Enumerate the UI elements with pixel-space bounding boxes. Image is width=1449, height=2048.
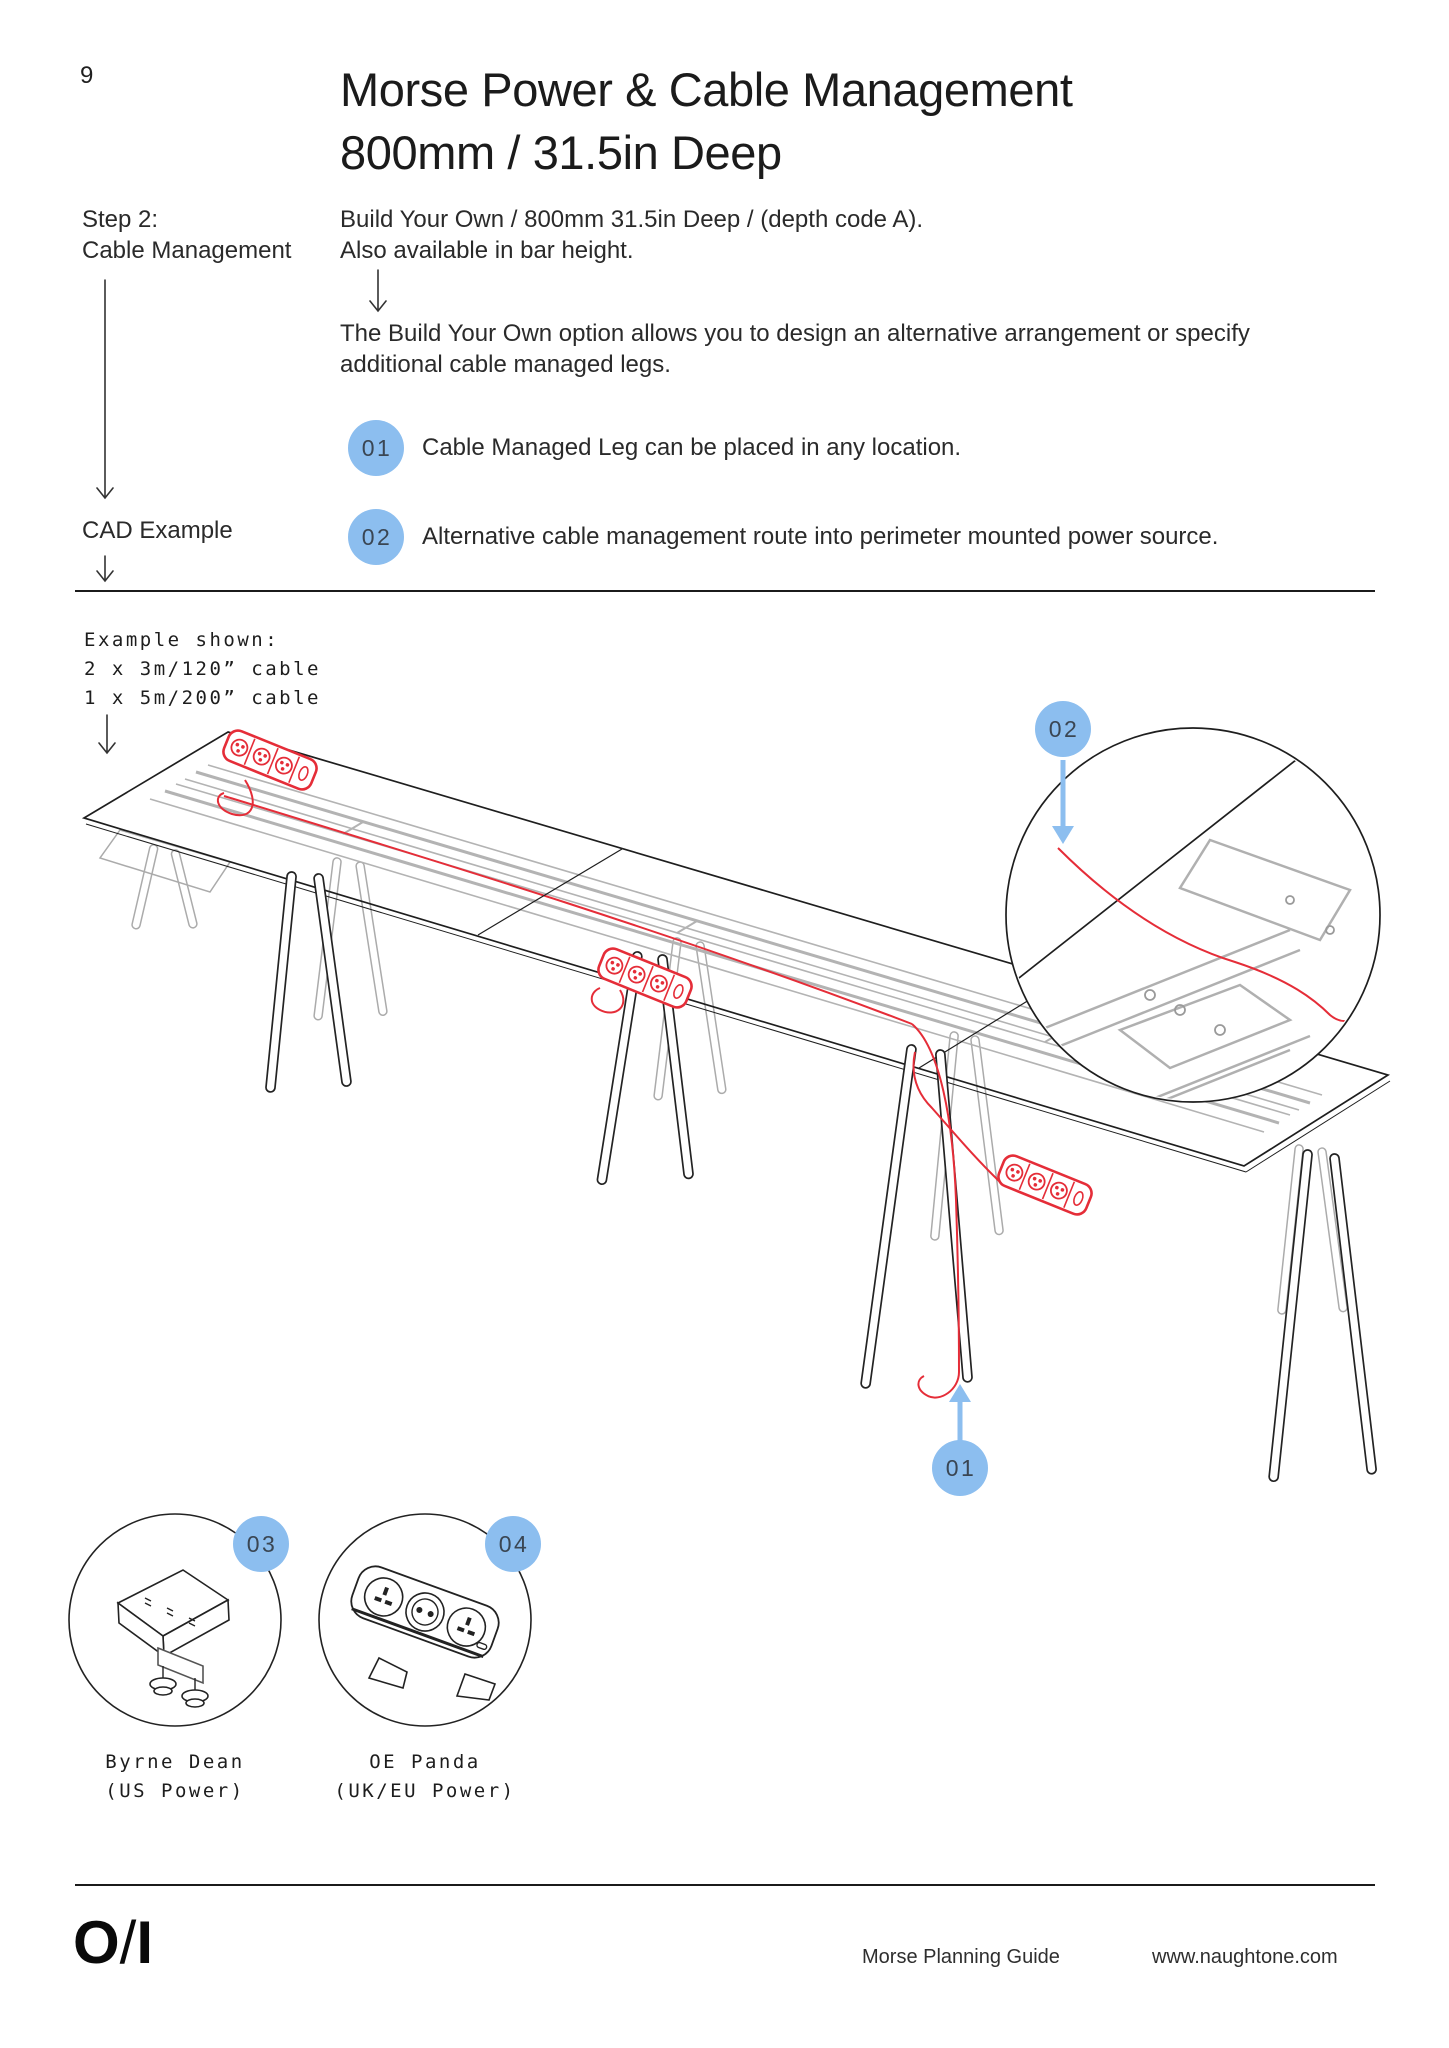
footer-guide-name: Morse Planning Guide xyxy=(862,1946,1060,1968)
page-number: 9 xyxy=(80,62,94,89)
step-spec-line2: Also available in bar height. xyxy=(340,237,634,264)
arrow-left-short xyxy=(97,556,113,581)
callout-01-row xyxy=(348,420,961,476)
callout-02-badge: 02 xyxy=(348,509,404,565)
detail-04-label xyxy=(305,1748,545,1806)
callout-01-badge: 01 xyxy=(348,420,404,476)
callout-02-row xyxy=(348,509,1218,565)
top-divider-rule xyxy=(75,590,1375,592)
cad-drawing xyxy=(60,600,1400,1505)
step-spec-line1: Build Your Own / 800mm 31.5in Deep / (depth code A). xyxy=(340,206,924,233)
drawing-badge-01: 01 xyxy=(932,1440,988,1496)
example-note-line1: Example shown: xyxy=(84,629,280,651)
drawing-badge-02: 02 xyxy=(1035,701,1091,757)
detail-03-name: Byrne Dean xyxy=(105,1751,245,1773)
step-description-line1: The Build Your Own option allows you to design an alternative arrangement or specify xyxy=(340,320,1250,347)
arrow-spec-down xyxy=(370,270,386,311)
example-note-line3: 1 x 5m/200” cable xyxy=(84,687,321,709)
naughtone-logo xyxy=(73,1908,152,1977)
logo-i: I xyxy=(136,1909,153,1976)
detail-03-label xyxy=(55,1748,295,1806)
logo-o: O xyxy=(73,1909,119,1976)
step-label-line1: Step 2: xyxy=(82,206,159,233)
step-description xyxy=(340,318,1250,380)
cad-example-label: CAD Example xyxy=(82,517,233,544)
power-strip-3 xyxy=(995,1153,1094,1218)
detail-04-name: OE Panda xyxy=(369,1751,481,1773)
callout-02-text: Alternative cable management route into perimeter mounted power source. xyxy=(422,523,1219,550)
footer-divider-rule xyxy=(75,1884,1375,1886)
detail-badge-03: 03 xyxy=(233,1516,289,1572)
callout-01-text: Cable Managed Leg can be placed in any location. xyxy=(422,434,962,461)
arrow-01-head xyxy=(949,1384,971,1402)
arrow-example-down xyxy=(99,715,115,753)
example-note-line2: 2 x 3m/120” cable xyxy=(84,658,321,680)
detail-04-type: (UK/EU Power) xyxy=(334,1780,516,1802)
page-title-line1: Morse Power & Cable Management xyxy=(340,63,1073,116)
footer-website: www.naughtone.com xyxy=(1152,1946,1338,1968)
step-label-line2: Cable Management xyxy=(82,237,292,264)
logo-slash: / xyxy=(119,1909,136,1976)
step-description-line2: additional cable managed legs. xyxy=(340,351,671,378)
arrow-left-long xyxy=(97,280,113,498)
page-title-line2: 800mm / 31.5in Deep xyxy=(340,126,782,179)
detail-03-type: (US Power) xyxy=(105,1780,245,1802)
detail-badge-04: 04 xyxy=(485,1516,541,1572)
